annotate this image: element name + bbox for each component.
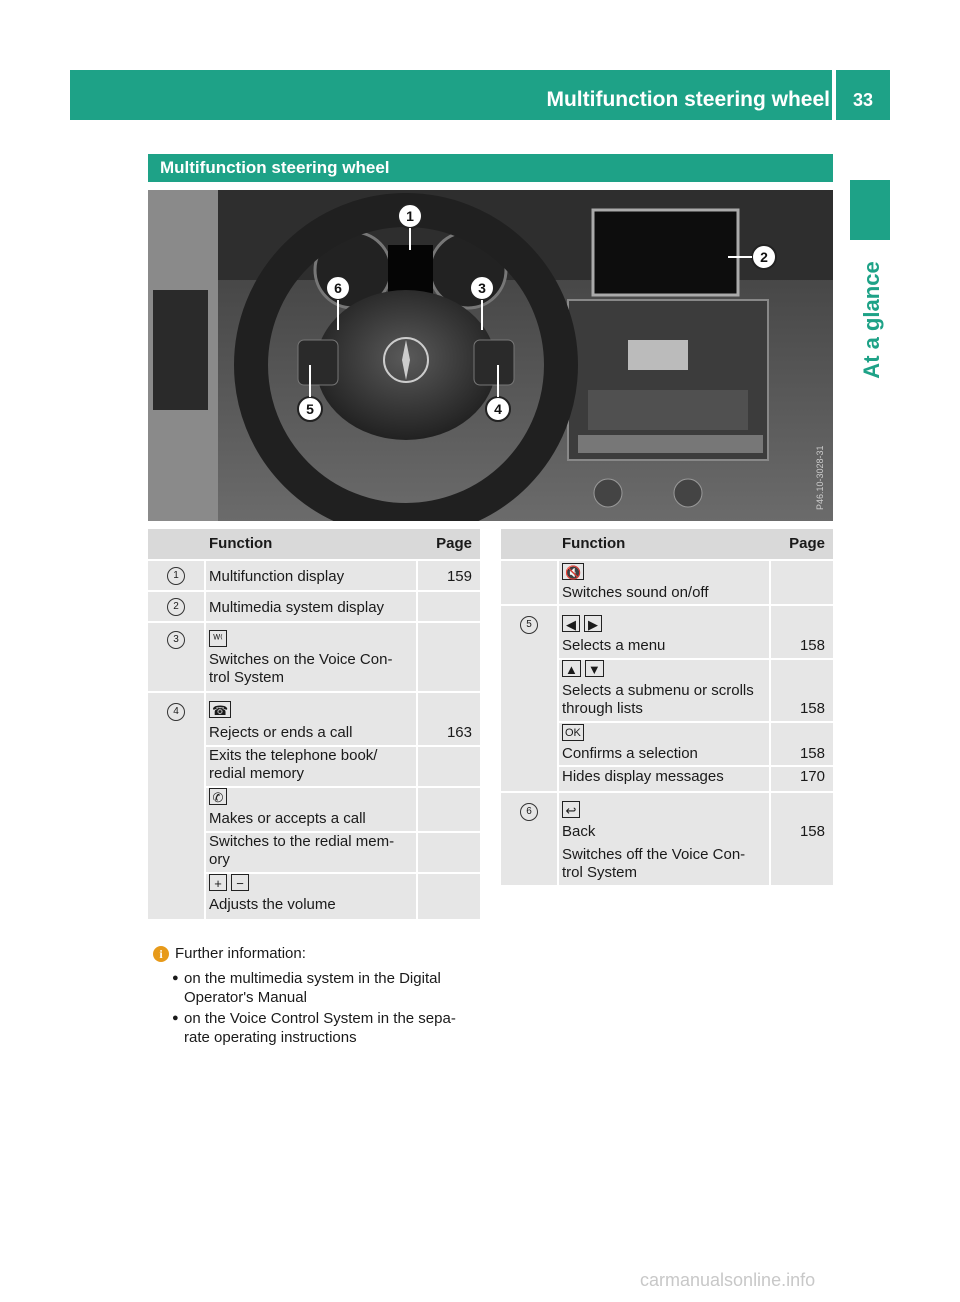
callout-4: 4: [494, 401, 502, 417]
callout-6: 6: [334, 280, 342, 296]
row-number: 5: [520, 616, 538, 634]
steering-wheel-photo: [148, 190, 833, 521]
left-right-keys: [562, 615, 606, 633]
table-row: 4 ☎ Rejects or ends a call 163 Exits the telephone book/ redial memory ✆ Makes or accepts a call Switches to the redial mem- ory + − Adjusts the volume: [148, 693, 480, 919]
answer-call-icon: ✆: [209, 788, 231, 806]
voice-control-icon: ᵂ⁽: [209, 629, 231, 647]
table-row: 🔇 Switches sound on/off: [501, 561, 833, 604]
photo-code: P46.10-3028-31: [815, 445, 825, 510]
plus-icon: +: [209, 874, 227, 891]
bullet-icon: ●: [172, 972, 179, 984]
section-title: Multifunction steering wheel: [148, 154, 833, 182]
callout-3: 3: [478, 280, 486, 296]
ok-key: OK: [562, 723, 588, 741]
row-number: 3: [167, 631, 185, 649]
callout-1: 1: [406, 208, 414, 224]
bullet-icon: ●: [172, 1012, 179, 1024]
steering-wheel-illustration: [148, 190, 833, 521]
right-arrow-icon: ▶: [584, 615, 602, 632]
side-label: At a glance: [859, 261, 884, 379]
callout-2: 2: [760, 249, 768, 265]
info-icon: i: [153, 946, 169, 962]
function-table-left: [148, 529, 480, 919]
table-row: 2 Multimedia system display: [148, 592, 480, 621]
function-table-right: [501, 529, 833, 885]
row-number: 4: [167, 703, 185, 721]
table-header: Function Page: [501, 529, 833, 559]
mute-icon: 🔇: [562, 563, 588, 581]
callout-5: 5: [306, 401, 314, 417]
table-row: 3 ᵂ⁽ Switches on the Voice Con- trol System: [148, 623, 480, 691]
info-intro: Further information:: [175, 945, 306, 962]
table-row: 1 Multifunction display 159: [148, 561, 480, 590]
table-row: 5 ◀ ▶ Selects a menu 158 ▲ ▼ Selects a submenu or scrolls through lists 158 OK Confirms a selection 158 Hides display messages 170: [501, 606, 833, 791]
volume-keys: [209, 874, 253, 892]
row-number: 1: [167, 567, 185, 585]
hang-up-icon: ☎: [209, 701, 235, 719]
table-row: 6 ↩ Back 158 Switches off the Voice Con- trol System: [501, 793, 833, 885]
side-tab-marker: [850, 180, 890, 240]
down-arrow-icon: ▼: [585, 660, 604, 677]
page-header: [70, 70, 890, 120]
up-down-keys: [562, 660, 608, 678]
row-number: 6: [520, 803, 538, 821]
up-arrow-icon: ▲: [562, 660, 581, 677]
minus-icon: −: [231, 874, 249, 891]
header-title: Multifunction steering wheel: [546, 88, 830, 111]
page-number: 33: [852, 90, 874, 110]
back-icon: ↩: [562, 801, 584, 819]
left-arrow-icon: ◀: [562, 615, 580, 632]
table-header: Function Page: [148, 529, 480, 559]
row-number: 2: [167, 598, 185, 616]
footer-watermark[interactable]: carmanualsonline.info: [640, 1270, 816, 1290]
